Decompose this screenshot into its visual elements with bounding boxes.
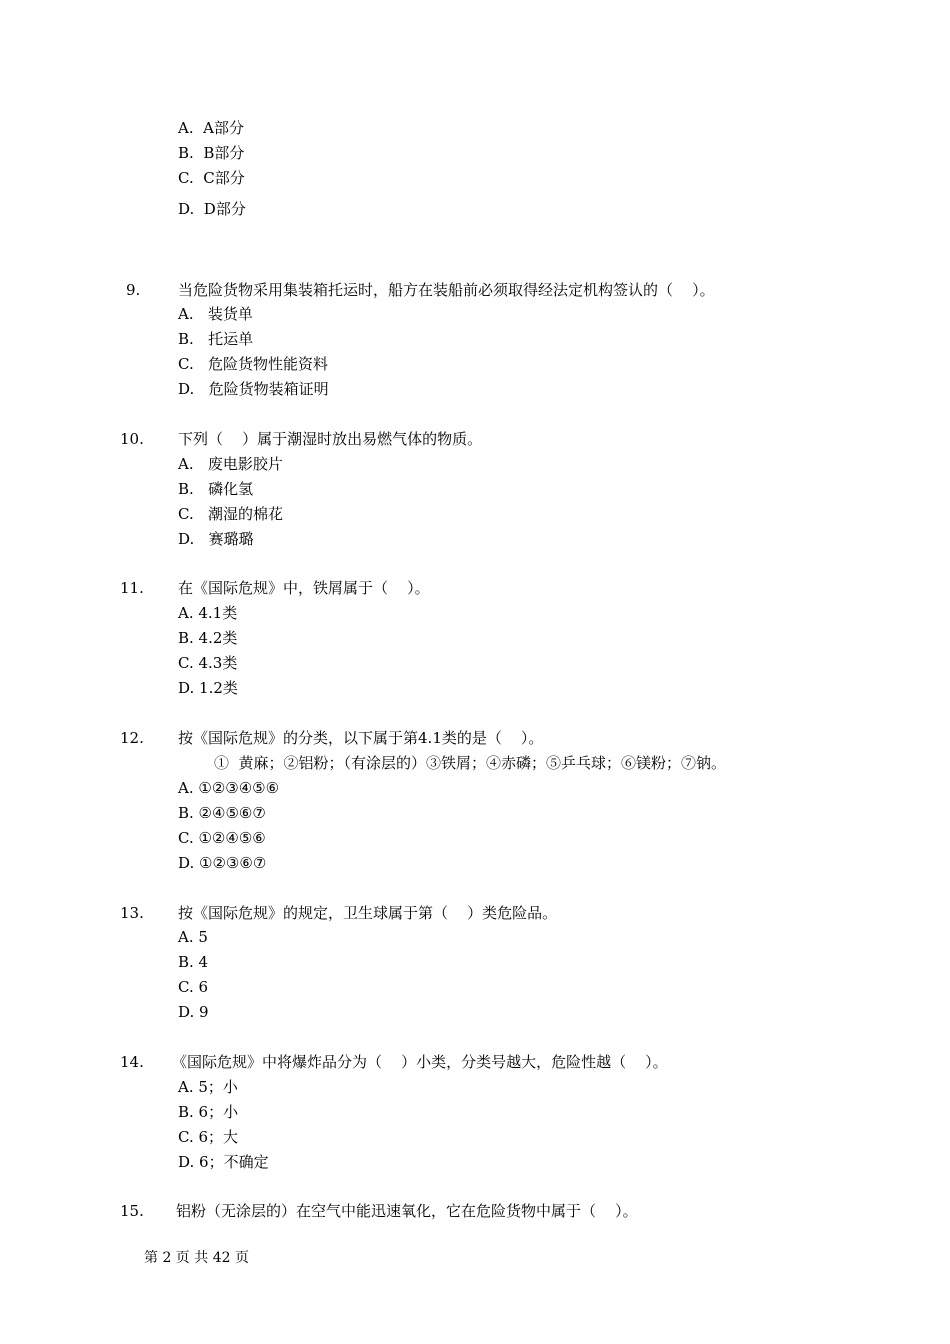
option-line: A. 废电影胶片 — [178, 455, 283, 473]
question-subtext: ① 黄麻；②铝粉；（有涂层的）③铁屑；④赤磷；⑤乒乓球；⑥镁粉；⑦钠。 — [214, 754, 727, 772]
option-line: B. 磷化氢 — [178, 480, 254, 498]
question-text: 当危险货物采用集装箱托运时，船方在装船前必须取得经法定机构签认的（ ）。 — [178, 281, 715, 299]
question-number: 11. — [120, 579, 144, 597]
option-line: B. 4 — [178, 953, 209, 971]
option-line: C. 潮湿的棉花 — [178, 505, 284, 523]
option-line: C. 6 — [178, 978, 209, 996]
option-line: C. 4.3类 — [178, 654, 238, 672]
option-line: A. 5 — [178, 928, 208, 946]
option-line: A. 装货单 — [178, 305, 253, 323]
question-number: 13. — [120, 904, 144, 922]
option-line: A. A部分 — [178, 119, 244, 137]
question-number: 15. — [120, 1202, 144, 1220]
question-number: 12. — [120, 729, 144, 747]
option-line: D. ①②③⑥⑦ — [178, 854, 267, 872]
question-number: 9. — [126, 281, 141, 299]
option-line: C. ①②④⑤⑥ — [178, 829, 266, 847]
page-footer: 第 2 页 共 42 页 — [144, 1250, 249, 1266]
option-line: A. 4.1类 — [178, 604, 238, 622]
option-line: D. 赛璐璐 — [178, 530, 254, 548]
option-line: C. 危险货物性能资料 — [178, 355, 329, 373]
option-line: D. 6；不确定 — [178, 1153, 269, 1171]
option-line: D. 1.2类 — [178, 679, 238, 697]
option-line: B. B部分 — [178, 144, 245, 162]
question-text: 《国际危规》中将爆炸品分为（ ）小类，分类号越大，危险性越（ ）。 — [172, 1053, 668, 1071]
option-line: D. 9 — [178, 1003, 209, 1021]
option-line: A. 5；小 — [178, 1078, 238, 1096]
option-line: D. D部分 — [178, 200, 246, 218]
question-number: 10. — [120, 430, 144, 448]
option-line: C. C部分 — [178, 169, 245, 187]
question-text: 铝粉（无涂层的）在空气中能迅速氧化，它在危险货物中属于（ ）。 — [176, 1202, 638, 1220]
option-line: D. 危险货物装箱证明 — [178, 380, 329, 398]
option-line: B. ②④⑤⑥⑦ — [178, 804, 266, 822]
option-line: C. 6；大 — [178, 1128, 239, 1146]
question-text: 在《国际危规》中，铁屑属于（ ）。 — [178, 579, 430, 597]
option-line: B. 6；小 — [178, 1103, 239, 1121]
option-line: A. ①②③④⑤⑥ — [178, 779, 280, 797]
question-text: 按《国际危规》的规定，卫生球属于第（ ）类危险品。 — [178, 904, 558, 922]
question-text: 下列（ ）属于潮湿时放出易燃气体的物质。 — [178, 430, 483, 448]
option-line: B. 4.2类 — [178, 629, 238, 647]
option-line: B. 托运单 — [178, 330, 254, 348]
question-text: 按《国际危规》的分类，以下属于第4.1类的是（ ）。 — [178, 729, 544, 747]
question-number: 14. — [120, 1053, 144, 1071]
